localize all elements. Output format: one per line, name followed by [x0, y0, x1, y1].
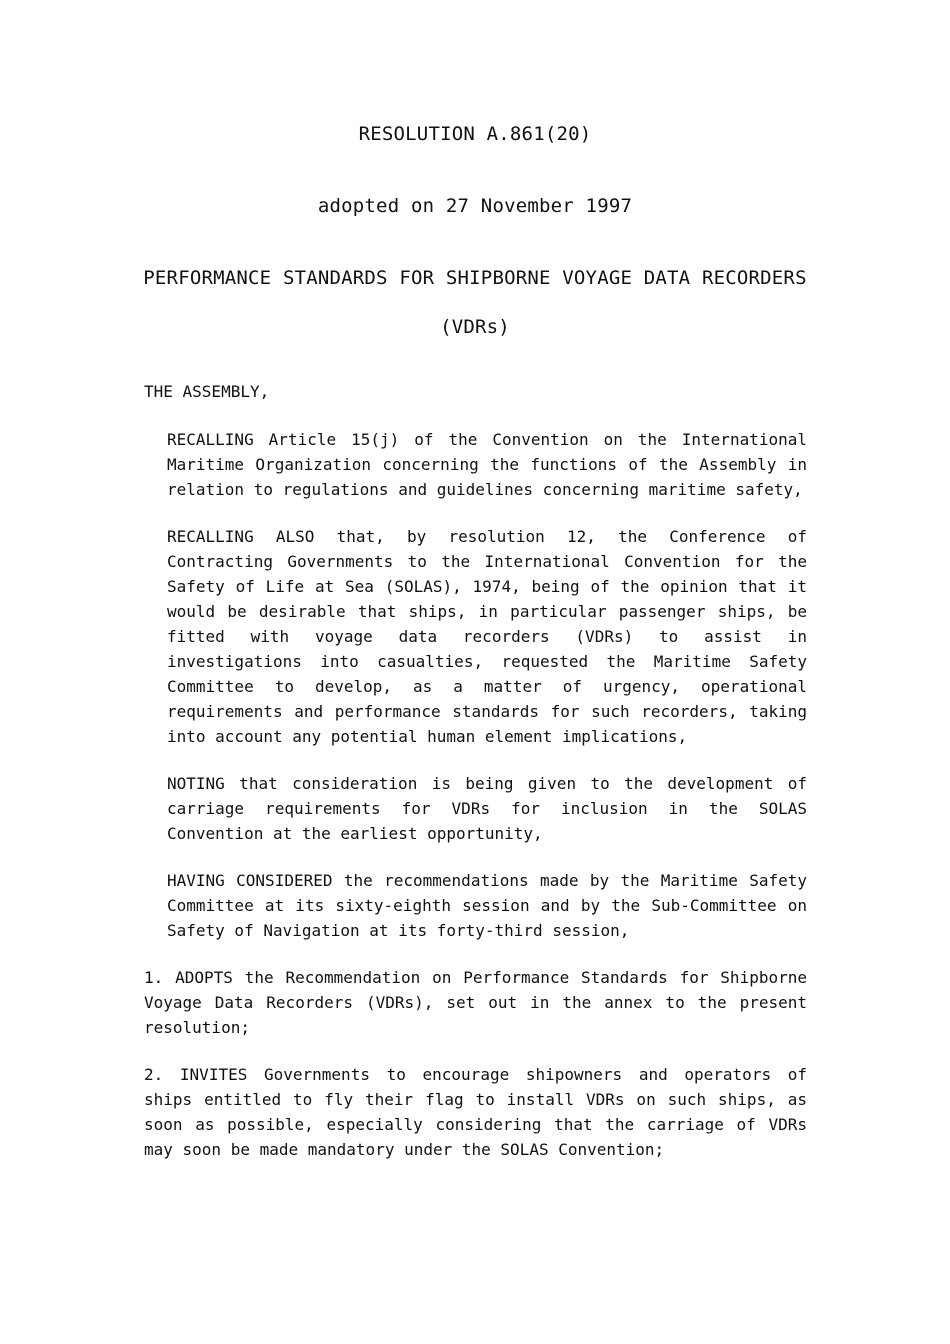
- preamble-recalling-also: RECALLING ALSO that, by resolution 12, the Conference of Contracting Governments to the International Convention for the Safety of Life at Sea (SOLAS), 1974, being of the opinion that it would be desirable that ships, in particular passenger ships, be fitted with voyage data recorders (VDRs) to assist in investigations into casualties, requested the Maritime Safety Committee to develop, as a matter of urgency, operational requirements and performance standards for such recorders, taking into account any potential human element implications,: [167, 527, 807, 746]
- document-title: PERFORMANCE STANDARDS FOR SHIPBORNE VOYAGE DATA RECORDERS: [143, 267, 807, 289]
- resolution-number: RESOLUTION A.861(20): [358, 123, 592, 145]
- operative-paragraph-invites: 2. INVITES Governments to encourage shipowners and operators of ships entitled to fly their flag to install VDRs on such ships, as soon as possible, especially considering that the carriage of VDRs may soon be made mandatory under the SOLAS Convention;: [144, 1065, 807, 1159]
- preamble-having-considered: HAVING CONSIDERED the recommendations made by the Maritime Safety Committee at its sixty-eighth session and by the Sub-Committee on Safety of Navigation at its forty-third session,: [167, 871, 807, 940]
- assembly-heading: THE ASSEMBLY,: [144, 382, 270, 401]
- adoption-date: adopted on 27 November 1997: [317, 195, 633, 217]
- preamble-noting: NOTING that consideration is being given to the development of carriage requirements for VDRs for inclusion in the SOLAS Convention at the earliest opportunity,: [167, 774, 807, 843]
- preamble-recalling: RECALLING Article 15(j) of the Convention on the International Maritime Organization concerning the functions of the Assembly in relation to regulations and guidelines concerning maritime safety,: [167, 430, 807, 499]
- document-title-abbreviation: (VDRs): [440, 316, 510, 338]
- operative-paragraph-adopts: 1. ADOPTS the Recommendation on Performance Standards for Shipborne Voyage Data Recorders (VDRs), set out in the annex to the present resolution;: [144, 968, 807, 1037]
